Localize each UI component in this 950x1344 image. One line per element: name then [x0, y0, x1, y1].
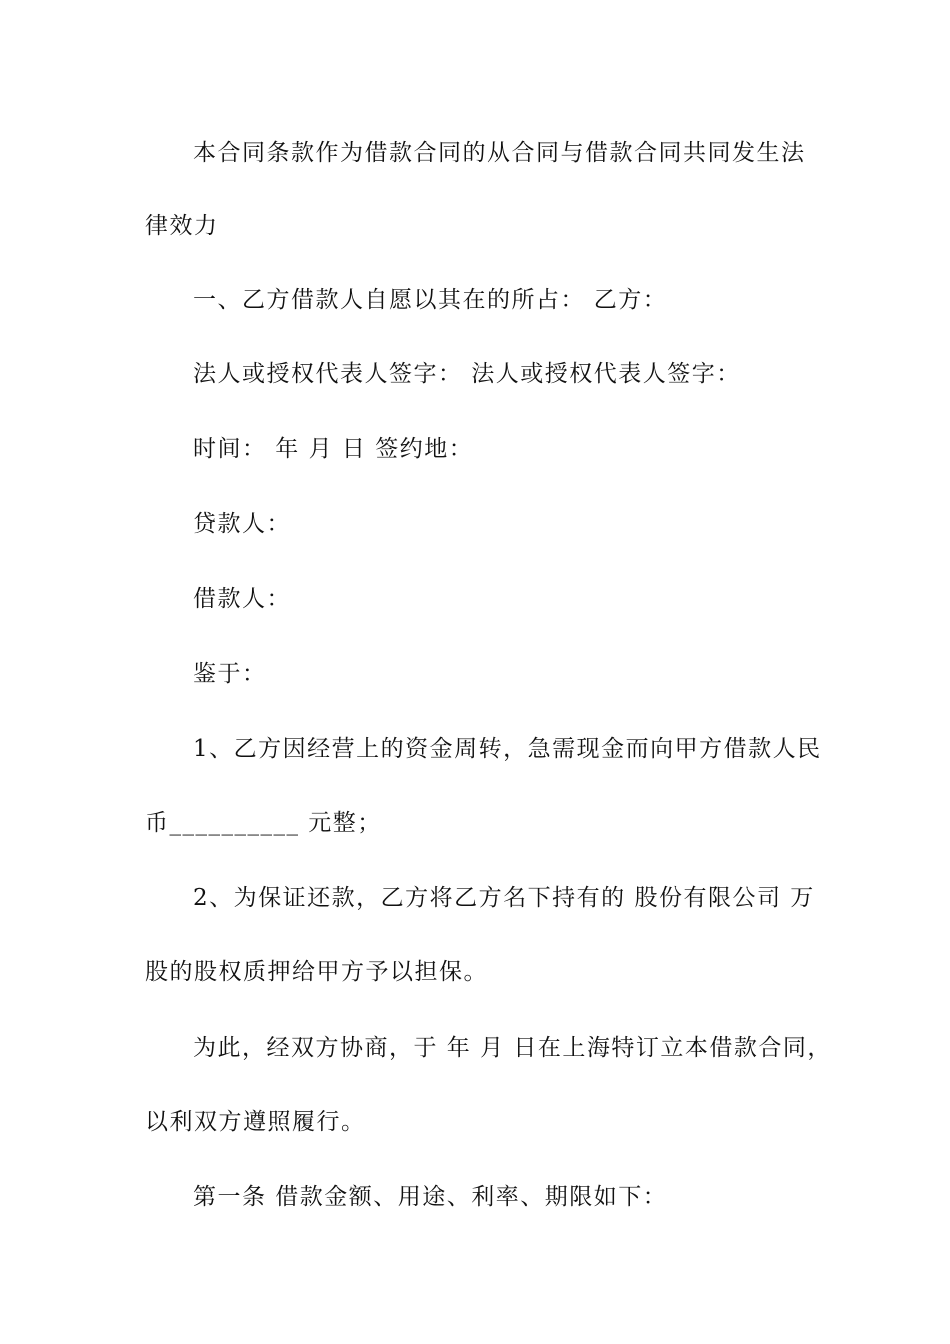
- paragraph-line: 1、乙方因经营上的资金周转，急需现金而向甲方借款人民: [193, 736, 822, 762]
- paragraph-line: 币__________ 元整；: [145, 810, 382, 836]
- paragraph-line: 本合同条款作为借款合同的从合同与借款合同共同发生法: [193, 140, 806, 166]
- paragraph-line: 借款人：: [193, 586, 291, 612]
- paragraph-line: 以利双方遵照履行。: [145, 1109, 366, 1135]
- paragraph-line: 时间： 年 月 日 签约地：: [193, 436, 474, 462]
- paragraph-line: 股的股权质押给甲方予以担保。: [145, 959, 488, 985]
- paragraph-line: 律效力: [145, 213, 219, 239]
- paragraph-line: 第一条 借款金额、用途、利率、期限如下：: [193, 1184, 668, 1210]
- paragraph-line: 鉴于：: [193, 661, 267, 687]
- paragraph-line: 一、乙方借款人自愿以其在的所占： 乙方：: [193, 287, 668, 313]
- paragraph-line: 贷款人：: [193, 511, 291, 537]
- paragraph-line: 为此，经双方协商，于 年 月 日在上海特订立本借款合同，: [193, 1035, 832, 1061]
- paragraph-line: 2、为保证还款，乙方将乙方名下持有的 股份有限公司 万: [193, 885, 815, 911]
- paragraph-line: 法人或授权代表人签字： 法人或授权代表人签字：: [193, 361, 741, 387]
